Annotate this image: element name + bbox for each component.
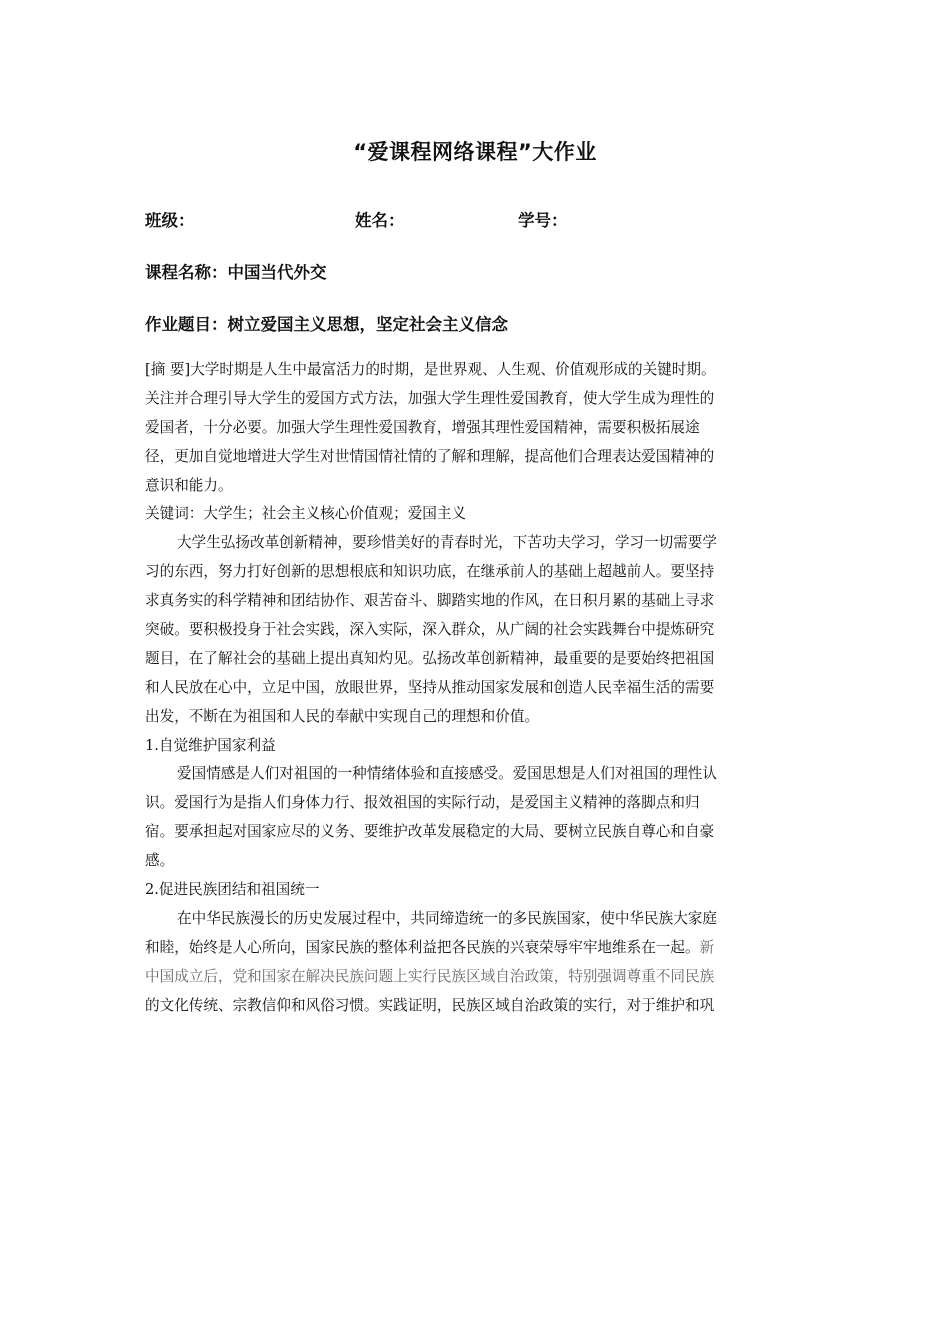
assignment-topic-label: 作业题目： [145, 315, 228, 334]
intro-line: 题目，在了解社会的基础上提出真知灼见。弘扬改革创新精神，最重要的是要始终把祖国 [145, 649, 715, 667]
intro-line: 出发，不断在为祖国和人民的奉献中实现自己的理想和价值。 [145, 707, 540, 725]
name-label: 姓名： [355, 211, 405, 230]
intro-line: 习的东西，努力打好创新的思想根底和知识功底，在继承前人的基础上超越前人。要坚持 [145, 563, 715, 581]
intro-line: 突破。要积极投身于社会实践，深入实际，深入群众，从广阔的社会实践舞台中提炼研究 [145, 621, 715, 639]
abstract-line: 关注并合理引导大学生的爱国方式方法，加强大学生理性爱国教育，使大学生成为理性的 [145, 389, 715, 407]
section-2-line-tail: 新 [699, 938, 715, 956]
intro-line: 大学生弘扬改革创新精神，要珍惜美好的青春时光，下苦功夫学习，学习一切需要学 [177, 534, 717, 552]
abstract-line: [摘 要]大学时期是人生中最富活力的时期，是世界观、人生观、价值观形成的关键时期。 [145, 361, 716, 378]
section-2-line: 在中华民族漫长的历史发展过程中，共同缔造统一的多民族国家，使中华民族大家庭 [177, 909, 717, 927]
section-2-line [145, 934, 813, 963]
abstract-line: 径，更加自觉地增进大学生对世情国情社情的了解和理解，提高他们合理表达爱国精神的 [145, 447, 715, 465]
course-name-label: 课程名称： [145, 263, 228, 282]
abstract-paragraph [145, 356, 813, 1020]
class-label: 班级： [145, 211, 195, 230]
section-2-line: 中国成立后，党和国家在解决民族问题上实行民族区域自治政策，特别强调尊重不同民族 [145, 967, 715, 985]
document-title: “爱课程网络课程”大作业 [353, 140, 597, 164]
intro-line: 和人民放在心中，立足中国，放眼世界，坚持从推动国家发展和创造人民幸福生活的需要 [145, 678, 715, 696]
intro-line: 求真务实的科学精神和团结协作、艰苦奋斗、脚踏实地的作风，在日积月累的基础上寻求 [145, 592, 715, 610]
section-1-line: 宿。要承担起对国家应尽的义务、要维护改革发展稳定的大局、要树立民族自尊心和自豪 [145, 823, 715, 841]
abstract-line: 爱国者，十分必要。加强大学生理性爱国教育，增强其理性爱国精神，需要积极拓展途 [145, 418, 700, 436]
assignment-topic-row [145, 311, 508, 335]
section-1-line: 感。 [145, 852, 175, 870]
course-name-row [145, 259, 327, 283]
section-2-line: 的文化传统、宗教信仰和风俗习惯。实践证明，民族区域自治政策的实行，对于维护和巩 [145, 996, 715, 1014]
section-2-line-text: 和睦，始终是人心所向，国家民族的整体利益把各民族的兴衰荣辱牢牢地维系在一起。 [145, 938, 700, 956]
course-name-value: 中国当代外交 [227, 263, 327, 282]
assignment-topic-value: 树立爱国主义思想，坚定社会主义信念 [227, 315, 508, 334]
abstract-line: 意识和能力。 [145, 476, 233, 494]
section-1-line: 爱国情感是人们对祖国的一种情绪体验和直接感受。爱国思想是人们对祖国的理性认 [177, 765, 717, 783]
keywords-line: 关键词：大学生；社会主义核心价值观；爱国主义 [145, 505, 467, 523]
student-id-label: 学号： [518, 211, 568, 230]
section-1-line: 识。爱国行为是指人们身体力行、报效祖国的实际行动，是爱国主义精神的落脚点和归 [145, 794, 700, 812]
section-1-heading: 1.自觉维护国家利益 [145, 736, 276, 754]
section-2-heading: 2.促进民族团结和祖国统一 [145, 881, 320, 899]
